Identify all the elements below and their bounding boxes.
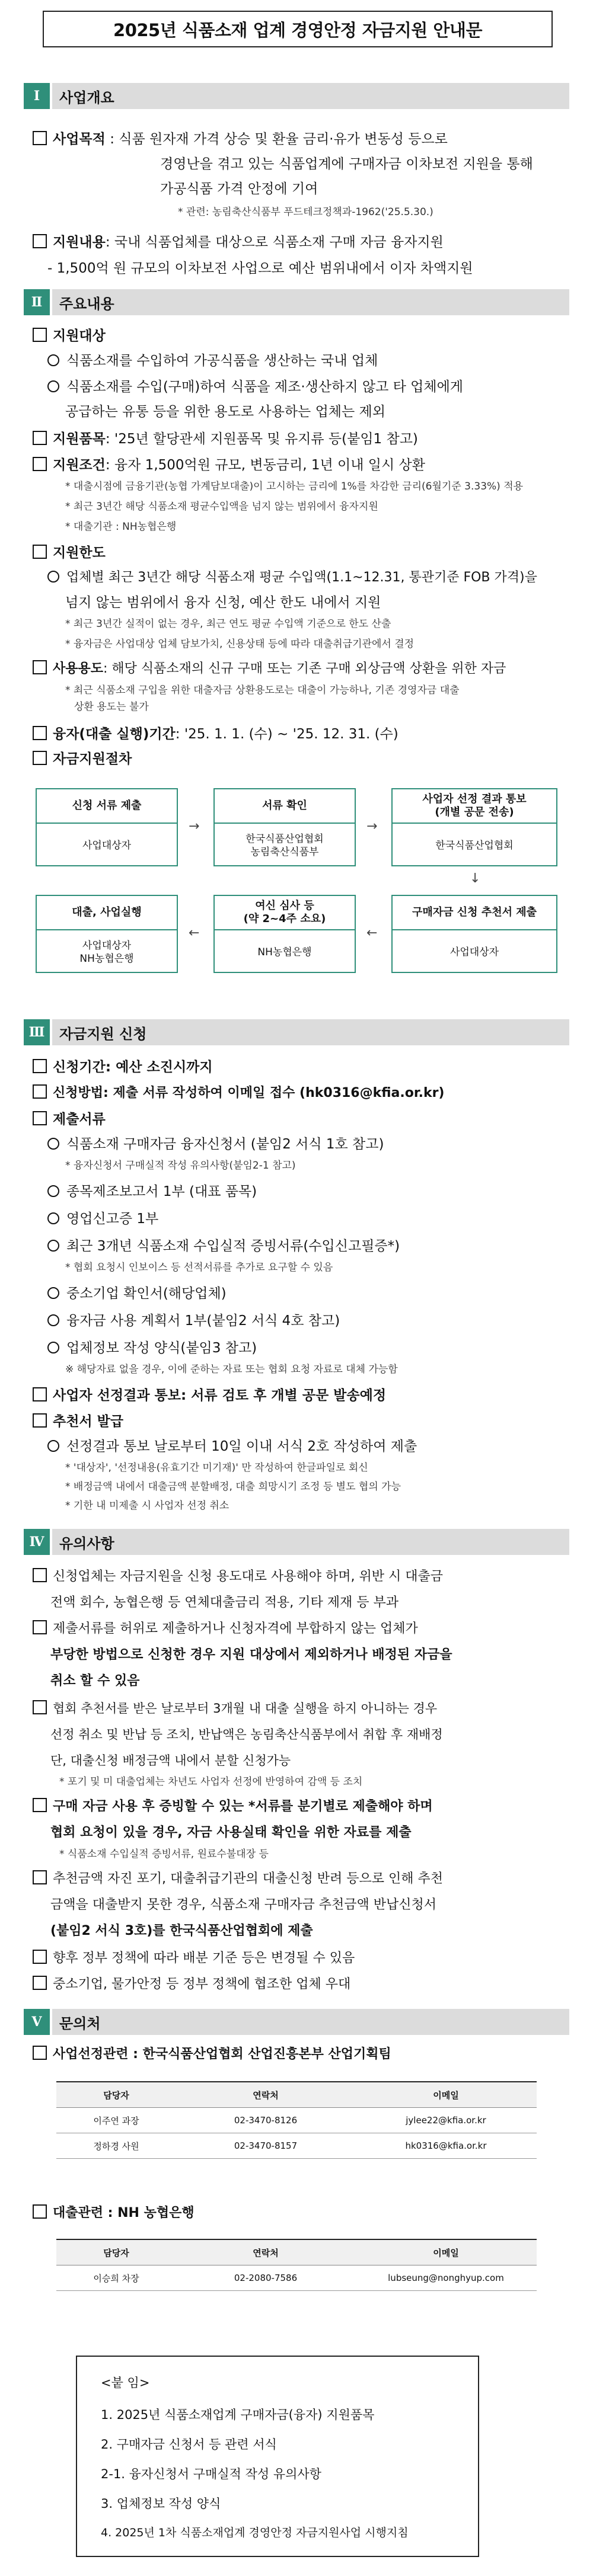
attachment-item: 3. 업체정보 작성 양식 — [101, 2497, 221, 2511]
contact-name: 이승희 차장 — [56, 2265, 176, 2291]
rec-note-1: * '대상자', '선정내용(유효기간 미기재)' 만 작성하여 한글파일로 회신 — [65, 1462, 368, 1474]
arrow-left-icon: ← — [366, 926, 378, 940]
notice-1: 신청업체는 자금지원을 신청 용도대로 사용해야 하며, 위반 시 대출금 — [33, 1567, 569, 1587]
section-header-4 — [24, 1529, 569, 1555]
flow-step-heading: 여신 심사 등 (약 2~4주 소요) — [215, 896, 355, 930]
attachments-box — [76, 2356, 479, 2557]
contact-email[interactable]: lubseung@nonghyup.com — [355, 2265, 537, 2291]
doc-item-1: 식품소재 구매자금 융자신청서 (붙임2 서식 1호 참고) — [47, 1134, 569, 1154]
checkbox-icon — [33, 1870, 47, 1884]
circle-bullet-icon — [47, 1138, 59, 1150]
table-row — [56, 2133, 537, 2159]
apply-period: 신청기간: 예산 소진시까지 — [33, 1057, 569, 1077]
arrow-left-icon: ← — [189, 926, 200, 940]
contact-email[interactable]: hk0316@kfia.or.kr — [355, 2133, 537, 2159]
target-line-3: 공급하는 유통 등을 위한 용도로 사용하는 업체는 제외 — [65, 404, 385, 420]
target-line-2: 식품소재를 수입(구매)하여 식품을 제조·생산하지 않고 타 업체에게 — [47, 377, 569, 397]
table-row — [56, 2108, 537, 2133]
contact-table-2 — [56, 2239, 537, 2291]
checkbox-icon — [33, 131, 47, 145]
contact-email[interactable]: jylee22@kfia.or.kr — [355, 2108, 537, 2133]
target-line-1: 식품소재를 수입하여 가공식품을 생산하는 국내 업체 — [47, 351, 569, 371]
checkbox-icon — [33, 1413, 47, 1428]
notice-3: 협회 추천서를 받은 날로부터 3개월 내 대출 실행을 하지 아니하는 경우 — [33, 1698, 569, 1719]
circle-bullet-icon — [47, 354, 59, 366]
contact-name: 이주연 과장 — [56, 2108, 176, 2133]
notice-3-cont-2: 단, 대출신청 배정금액 내에서 분할 신청가능 — [50, 1753, 291, 1768]
notice-5-cont: 금액을 대출받지 못한 경우, 식품소재 구매자금 추천금액 반납신청서 — [50, 1897, 437, 1912]
table-header: 연락처 — [176, 2082, 355, 2108]
apply-method: 신청방법: 제출 서류 작성하여 이메일 접수 (hk0316@kfia.or.kr) — [33, 1083, 569, 1103]
rec-note-2: * 배정금액 내에서 대출금액 분할배정, 대출 희망시기 조정 등 별도 협의 가능 — [65, 1481, 401, 1493]
circle-bullet-icon — [47, 1240, 59, 1252]
doc-item-6: 융자금 사용 계획서 1부(붙임2 서식 4호 참고) — [47, 1311, 569, 1331]
flow-step-actor: NH농협은행 — [257, 946, 312, 958]
checkbox-icon — [33, 1387, 47, 1401]
table-row — [56, 2265, 537, 2291]
circle-bullet-icon — [47, 1440, 59, 1452]
attachment-item: 2. 구매자금 신청서 등 관련 서식 — [101, 2437, 277, 2452]
checkbox-icon — [33, 1084, 47, 1099]
page-title: 2025년 식품소재 업계 경영안정 자금지원 안내문 — [43, 11, 553, 47]
notice-3-note: * 포기 및 미 대출업체는 차년도 사업자 선정에 반영하여 감액 등 조치 — [59, 1776, 363, 1788]
arrow-down-icon: ↓ — [470, 871, 481, 886]
section-number: Ⅲ — [24, 1019, 50, 1045]
flow-step-heading: 서류 확인 — [215, 789, 355, 824]
checkbox-icon — [33, 545, 47, 559]
rec-note-3: * 기한 내 미제출 시 사업자 선정 취소 — [65, 1500, 229, 1512]
checkbox-icon — [33, 1700, 47, 1714]
flow-step-6 — [36, 895, 178, 973]
doc-note-1: * 융자신청서 구매실적 작성 유의사항(붙임2-1 참고) — [65, 1160, 296, 1172]
flow-step-2 — [213, 788, 356, 866]
limit-line-1: 업체별 최근 3년간 해당 식품소재 평균 수입액(1.1~12.31, 통관기준 FOB 가격)을 — [47, 568, 569, 588]
purpose-line-2: 경영난을 겪고 있는 식품업계에 구매자금 이차보전 지원을 통해 — [160, 156, 533, 172]
table-header: 연락처 — [176, 2239, 355, 2265]
arrow-right-icon: → — [366, 819, 378, 834]
flow-step-heading: 대출, 사업실행 — [37, 896, 177, 930]
limit-note-2: * 융자금은 사업대상 업체 담보가치, 신용상태 등에 따라 대출취급기관에서 결정 — [65, 638, 415, 650]
checkbox-icon — [33, 2204, 47, 2219]
attachments-heading: <붙 임> — [101, 2376, 150, 2390]
contact-phone: 02-3470-8126 — [176, 2108, 355, 2133]
section-number: Ⅰ — [24, 83, 50, 109]
cond-note-1: * 대출시점에 금융기관(농협 가계담보대출)이 고시하는 금리에 1%를 차감한 금리(6월기준 3.33%) 적용 — [65, 481, 524, 492]
section-label: 주요내용 — [52, 289, 569, 315]
section-header-1 — [24, 83, 569, 109]
notice-2-cont-2: 취소 할 수 있음 — [50, 1673, 140, 1688]
target-title: 지원대상 — [33, 326, 569, 346]
rec-line-1: 선정결과 통보 날로부터 10일 이내 서식 2호 작성하여 제출 — [47, 1436, 569, 1457]
notice-3-cont: 선정 취소 및 반납 등 조치, 반납액은 농림축산식품부에서 취합 후 재배정 — [50, 1727, 443, 1742]
doc-item-5: 중소기업 확인서(해당업체) — [47, 1284, 569, 1304]
flow-step-3 — [391, 788, 557, 866]
notice-2-cont: 부당한 방법으로 신청한 경우 지원 대상에서 제외하거나 배정된 자금을 — [50, 1647, 452, 1662]
table-header: 담당자 — [56, 2082, 176, 2108]
cond-line: 지원조건: 융자 1,500억원 규모, 변동금리, 1년 이내 일시 상환 — [33, 455, 569, 475]
section-label: 자금지원 신청 — [52, 1019, 569, 1045]
section-header-3 — [24, 1019, 569, 1045]
flow-step-5 — [213, 895, 356, 973]
flow-step-4 — [391, 895, 557, 973]
flow-step-heading: 신청 서류 제출 — [37, 789, 177, 824]
doc-item-2: 종목제조보고서 1부 (대표 품목) — [47, 1182, 569, 1202]
section-number: Ⅴ — [24, 2009, 50, 2035]
checkbox-icon — [33, 328, 47, 342]
checkbox-icon — [33, 431, 47, 445]
checkbox-icon — [33, 726, 47, 740]
flow-step-actor: 한국식품산업협회 농림축산식품부 — [246, 833, 324, 858]
contact-org-1: 사업선정관련 : 한국식품산업협회 산업진흥본부 산업기획팀 — [33, 2044, 569, 2065]
flow-step-actor: 한국식품산업협회 — [435, 840, 514, 852]
table-header-row — [56, 2239, 537, 2265]
use-note-2: 상환 용도는 불가 — [74, 701, 149, 713]
doc-note: ※ 해당자료 없을 경우, 이에 준하는 자료 또는 협회 요청 자료로 대체 가능함 — [65, 1364, 398, 1375]
checkbox-icon — [33, 751, 47, 765]
notice-4-cont: 협회 요청이 있을 경우, 자금 사용실태 확인을 위한 자료를 제출 — [50, 1825, 412, 1840]
section-header-5 — [24, 2009, 569, 2035]
circle-bullet-icon — [47, 1287, 59, 1299]
support-line-2: - 1,500억 원 규모의 이차보전 사업으로 예산 범위내에서 이자 차액지원 — [47, 261, 473, 276]
section-header-2 — [24, 289, 569, 315]
use-note-1: * 최근 식품소재 구입을 위한 대출자금 상환용도로는 대출이 가능하나, 기존 경영자금 대출 — [65, 684, 460, 696]
circle-bullet-icon — [47, 1342, 59, 1353]
arrow-right-icon: → — [189, 819, 200, 834]
contact-name: 정하경 사원 — [56, 2133, 176, 2159]
items-line: 지원품목: '25년 할당관세 지원품목 및 유지류 등(붙임1 참고) — [33, 429, 569, 449]
circle-bullet-icon — [47, 1212, 59, 1224]
checkbox-icon — [33, 1620, 47, 1634]
cond-note-3: * 대출기관 : NH농협은행 — [65, 521, 177, 533]
circle-bullet-icon — [47, 380, 59, 392]
flow-step-actor: 사업대상자 — [82, 840, 132, 852]
checkbox-icon — [33, 2046, 47, 2060]
doc-item-7: 업체정보 작성 양식(붙임3 참고) — [47, 1338, 569, 1358]
circle-bullet-icon — [47, 571, 59, 583]
checkbox-icon — [33, 1798, 47, 1812]
limit-line-2: 넘지 않는 범위에서 융자 신청, 예산 한도 내에서 지원 — [65, 595, 381, 610]
rec-title: 추천서 발급 — [33, 1412, 569, 1432]
section-number: Ⅳ — [24, 1529, 50, 1555]
section-label: 문의처 — [52, 2009, 569, 2035]
table-header: 담당자 — [56, 2239, 176, 2265]
flow-step-actor: 사업대상자 — [449, 946, 499, 958]
attachment-item: 4. 2025년 1차 식품소재업계 경영안정 자금지원사업 시행지침 — [101, 2526, 409, 2539]
notice-4: 구매 자금 사용 후 증빙할 수 있는 *서류를 분기별로 제출해야 하며 — [33, 1797, 569, 1817]
checkbox-icon — [33, 234, 47, 248]
notice-4-note: * 식품소재 수입실적 증빙서류, 원료수불대장 등 — [59, 1848, 269, 1860]
attachment-item: 1. 2025년 식품소재업계 구매자금(융자) 지원품목 — [101, 2408, 375, 2422]
section-label: 사업개요 — [52, 83, 569, 109]
flow-step-actor: 사업대상자 NH농협은행 — [79, 940, 134, 965]
table-header: 이메일 — [355, 2082, 537, 2108]
contact-table-1 — [56, 2081, 537, 2159]
section-number: Ⅱ — [24, 289, 50, 315]
contact-phone: 02-2080-7586 — [176, 2265, 355, 2291]
docs-title: 제출서류 — [33, 1109, 569, 1129]
notice-6: 향후 정부 정책에 따라 배분 기준 등은 변경될 수 있음 — [33, 1948, 569, 1969]
support-line: 지원내용: 국내 식품업체를 대상으로 식품소재 구매 자금 융자지원 — [33, 232, 569, 252]
checkbox-icon — [33, 1568, 47, 1582]
purpose-note: * 관련: 농림축산식품부 푸드테크정책과-1962('25.5.30.) — [178, 206, 433, 218]
checkbox-icon — [33, 1111, 47, 1125]
table-header: 이메일 — [355, 2239, 537, 2265]
contact-phone: 02-3470-8157 — [176, 2133, 355, 2159]
purpose-line: 사업목적 : 식품 원자재 가격 상승 및 환율 금리·유가 변동성 등으로 — [33, 129, 569, 149]
limit-note-1: * 최근 3년간 실적이 없는 경우, 최근 연도 평균 수입액 기준으로 한도 산출 — [65, 618, 391, 630]
checkbox-icon — [33, 457, 47, 471]
flow-step-heading: 사업자 선정 결과 통보 (개별 공문 전송) — [393, 789, 556, 824]
notice-1-cont: 전액 회수, 농협은행 등 연체대출금리 적용, 기타 제재 등 부과 — [50, 1595, 398, 1610]
purpose-line-3: 가공식품 가격 안정에 기여 — [160, 181, 318, 197]
checkbox-icon — [33, 660, 47, 674]
checkbox-icon — [33, 1976, 47, 1990]
limit-title: 지원한도 — [33, 543, 569, 563]
use-line: 사용용도: 해당 식품소재의 신규 구매 또는 기존 구매 외상금액 상환을 위한 자금 — [33, 659, 569, 679]
table-header-row — [56, 2082, 537, 2108]
notice-5-cont-2: (붙임2 서식 3호)를 한국식품산업협회에 제출 — [50, 1924, 313, 1938]
notice-7: 중소기업, 물가안정 등 정부 정책에 협조한 업체 우대 — [33, 1975, 569, 1995]
notice-2: 제출서류를 허위로 제출하거나 신청자격에 부합하지 않는 업체가 — [33, 1619, 569, 1639]
flow-step-heading: 구매자금 신청 추천서 제출 — [393, 896, 556, 930]
cond-note-2: * 최근 3년간 해당 식품소재 평균수입액을 넘지 않는 범위에서 융자지원 — [65, 501, 378, 513]
checkbox-icon — [33, 1059, 47, 1073]
attachment-item: 2-1. 융자신청서 구매실적 작성 유의사항 — [101, 2467, 321, 2481]
circle-bullet-icon — [47, 1185, 59, 1197]
circle-bullet-icon — [47, 1314, 59, 1326]
notice-5: 추천금액 자진 포기, 대출취급기관의 대출신청 반려 등으로 인해 추천 — [33, 1869, 569, 1889]
flow-step-1 — [36, 788, 178, 866]
checkbox-icon — [33, 1950, 47, 1964]
doc-item-4: 최근 3개년 식품소재 수입실적 증빙서류(수입신고필증*) — [47, 1236, 569, 1256]
doc-note-4: * 협회 요청시 인보이스 등 선적서류를 추가로 요구할 수 있음 — [65, 1262, 333, 1273]
doc-item-3: 영업신고증 1부 — [47, 1209, 569, 1229]
contact-org-2: 대출관련 : NH 농협은행 — [33, 2203, 569, 2223]
section-label: 유의사항 — [52, 1529, 569, 1555]
period-line: 융자(대출 실행)기간: '25. 1. 1. (수) ~ '25. 12. 31. (수) — [33, 724, 569, 744]
proc-title: 자금지원절차 — [33, 749, 569, 769]
notify-line: 사업자 선정결과 통보: 서류 검토 후 개별 공문 발송예정 — [33, 1385, 569, 1406]
